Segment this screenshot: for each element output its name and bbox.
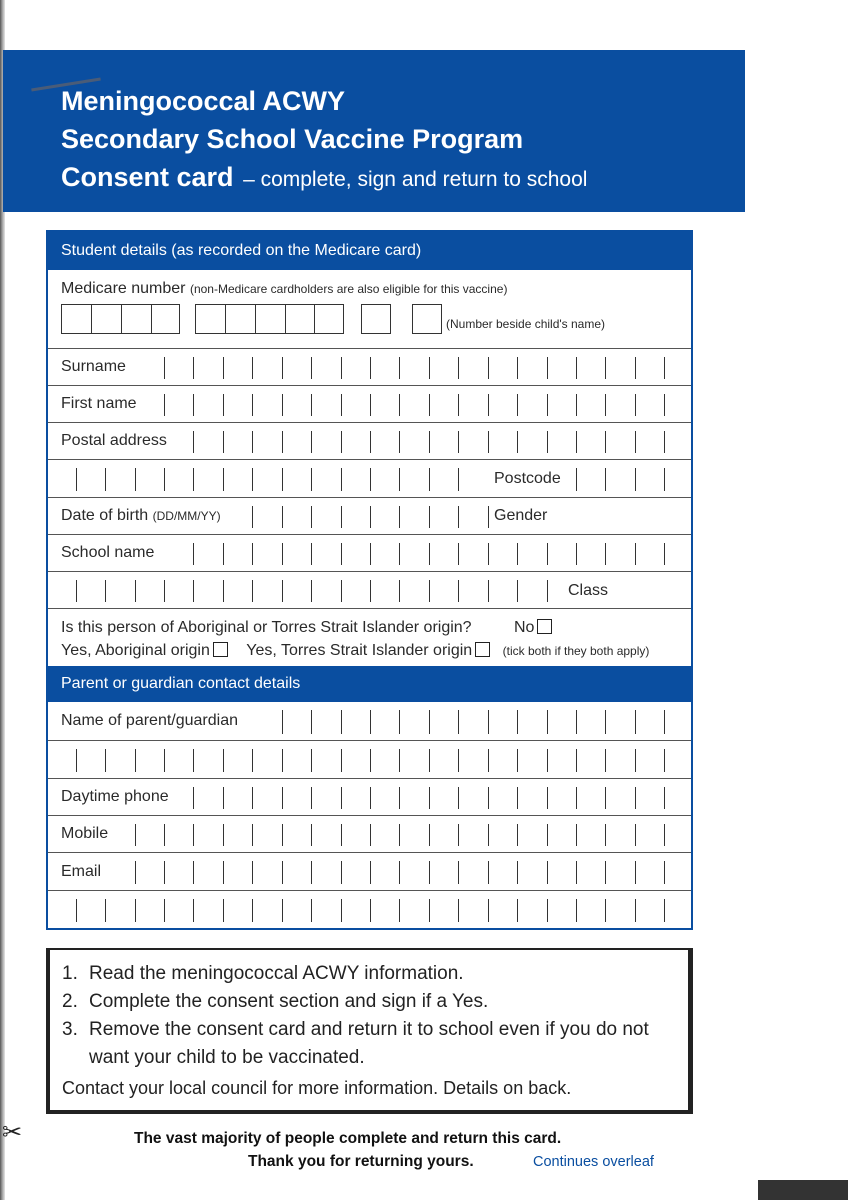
- no-label: No: [514, 619, 535, 636]
- postal-address-row[interactable]: [48, 422, 691, 459]
- first-name-row[interactable]: [48, 385, 691, 422]
- surname-label: Surname: [61, 358, 126, 375]
- school-name-label: School name: [61, 544, 155, 561]
- consent-card-subtitle: – complete, sign and return to school: [243, 168, 588, 191]
- scan-edge-bottom: [758, 1180, 848, 1200]
- instruction-number: 1.: [62, 963, 78, 984]
- surname-char-boxes[interactable]: [48, 357, 691, 379]
- dob-row[interactable]: [48, 497, 691, 534]
- yes-torres-label: Yes, Torres Strait Islander origin: [246, 642, 473, 659]
- gender-label: Gender: [494, 507, 548, 524]
- email-line2-char-boxes[interactable]: [48, 899, 691, 922]
- surname-row[interactable]: [48, 348, 691, 385]
- yes-aboriginal-checkbox[interactable]: [213, 642, 228, 657]
- email-row[interactable]: [48, 852, 691, 890]
- medicare-digits-group-2[interactable]: [195, 304, 344, 334]
- instruction-item: [62, 960, 669, 988]
- parent-name-label: Name of parent/guardian: [61, 712, 238, 729]
- no-option[interactable]: [514, 619, 552, 637]
- consent-form: [46, 230, 693, 930]
- postcode-char-boxes[interactable]: [48, 468, 691, 491]
- instruction-number: 2.: [62, 991, 78, 1012]
- medicare-label: [61, 280, 507, 298]
- instruction-text: Remove the consent card and return it to school even if you do not want your child to be vaccinated.: [89, 1019, 649, 1068]
- medicare-note: (non-Medicare cardholders are also eligible for this vaccine): [189, 282, 508, 296]
- tick-both-note: (tick both if they both apply): [502, 644, 650, 658]
- instruction-text: Complete the consent section and sign if a Yes.: [89, 991, 489, 1012]
- header-title-line3: [61, 162, 587, 193]
- medicare-row: [48, 270, 691, 348]
- parent-name-line2-char-boxes[interactable]: [48, 749, 691, 772]
- class-label: Class: [568, 582, 609, 599]
- aboriginal-question: Is this person of Aboriginal or Torres Strait Islander origin?: [61, 619, 472, 636]
- dob-format: (DD/MM/YY): [152, 509, 221, 523]
- yes-options: [61, 642, 649, 660]
- student-details-header: Student details (as recorded on the Medicare card): [48, 232, 691, 270]
- consent-card-title: Consent card: [61, 162, 234, 192]
- address-line2-row[interactable]: [48, 459, 691, 497]
- instruction-item: [62, 988, 669, 1016]
- medicare-label-text: Medicare number: [61, 280, 186, 297]
- footer-line1: The vast majority of people complete and return this card.: [134, 1130, 562, 1147]
- school-name-char-boxes[interactable]: [48, 543, 691, 565]
- number-beside-note: (Number beside child's name): [446, 317, 606, 331]
- first-name-char-boxes[interactable]: [48, 394, 691, 416]
- daytime-phone-row[interactable]: [48, 778, 691, 815]
- yes-aboriginal-label: Yes, Aboriginal origin: [61, 642, 210, 659]
- medicare-digit-check[interactable]: [361, 304, 391, 334]
- dob-char-boxes[interactable]: [48, 506, 691, 528]
- mobile-label: Mobile: [61, 825, 109, 842]
- mobile-row[interactable]: [48, 815, 691, 852]
- email-char-boxes[interactable]: [48, 861, 691, 884]
- postcode-label: Postcode: [494, 470, 561, 487]
- email-line2-row[interactable]: [48, 890, 691, 928]
- header-banner: [3, 50, 745, 212]
- daytime-phone-char-boxes[interactable]: [48, 787, 691, 809]
- instructions-box: [46, 948, 693, 1114]
- instructions-list: [62, 960, 669, 1072]
- footer-line2: Thank you for returning yours.: [248, 1153, 474, 1170]
- daytime-phone-label: Daytime phone: [61, 788, 169, 805]
- email-label: Email: [61, 863, 102, 880]
- header-title-line1: Meningococcal ACWY: [61, 86, 346, 116]
- parent-name-row[interactable]: [48, 702, 691, 740]
- parent-details-header: Parent or guardian contact details: [48, 666, 691, 702]
- scissors-icon: ✂: [2, 1119, 23, 1146]
- instruction-item: [62, 1016, 669, 1072]
- school-name-row[interactable]: [48, 534, 691, 571]
- parent-name-char-boxes[interactable]: [48, 710, 691, 734]
- postal-address-label: Postal address: [61, 432, 167, 449]
- parent-name-line2-row[interactable]: [48, 740, 691, 778]
- postal-address-char-boxes[interactable]: [48, 431, 691, 453]
- first-name-label: First name: [61, 395, 137, 412]
- no-checkbox[interactable]: [537, 619, 552, 634]
- school-line2-row[interactable]: [48, 571, 691, 608]
- dob-label-text: Date of birth: [61, 507, 149, 524]
- contact-note: Contact your local council for more information. Details on back.: [62, 1078, 572, 1098]
- aboriginal-row: [48, 608, 691, 666]
- instruction-number: 3.: [62, 1019, 78, 1040]
- medicare-irn-box[interactable]: [412, 304, 442, 334]
- instruction-text: Read the meningococcal ACWY information.: [89, 963, 464, 984]
- header-title-line2: Secondary School Vaccine Program: [61, 124, 524, 154]
- yes-torres-checkbox[interactable]: [475, 642, 490, 657]
- continues-overleaf-link[interactable]: Continues overleaf: [533, 1154, 654, 1170]
- mobile-char-boxes[interactable]: [48, 824, 691, 846]
